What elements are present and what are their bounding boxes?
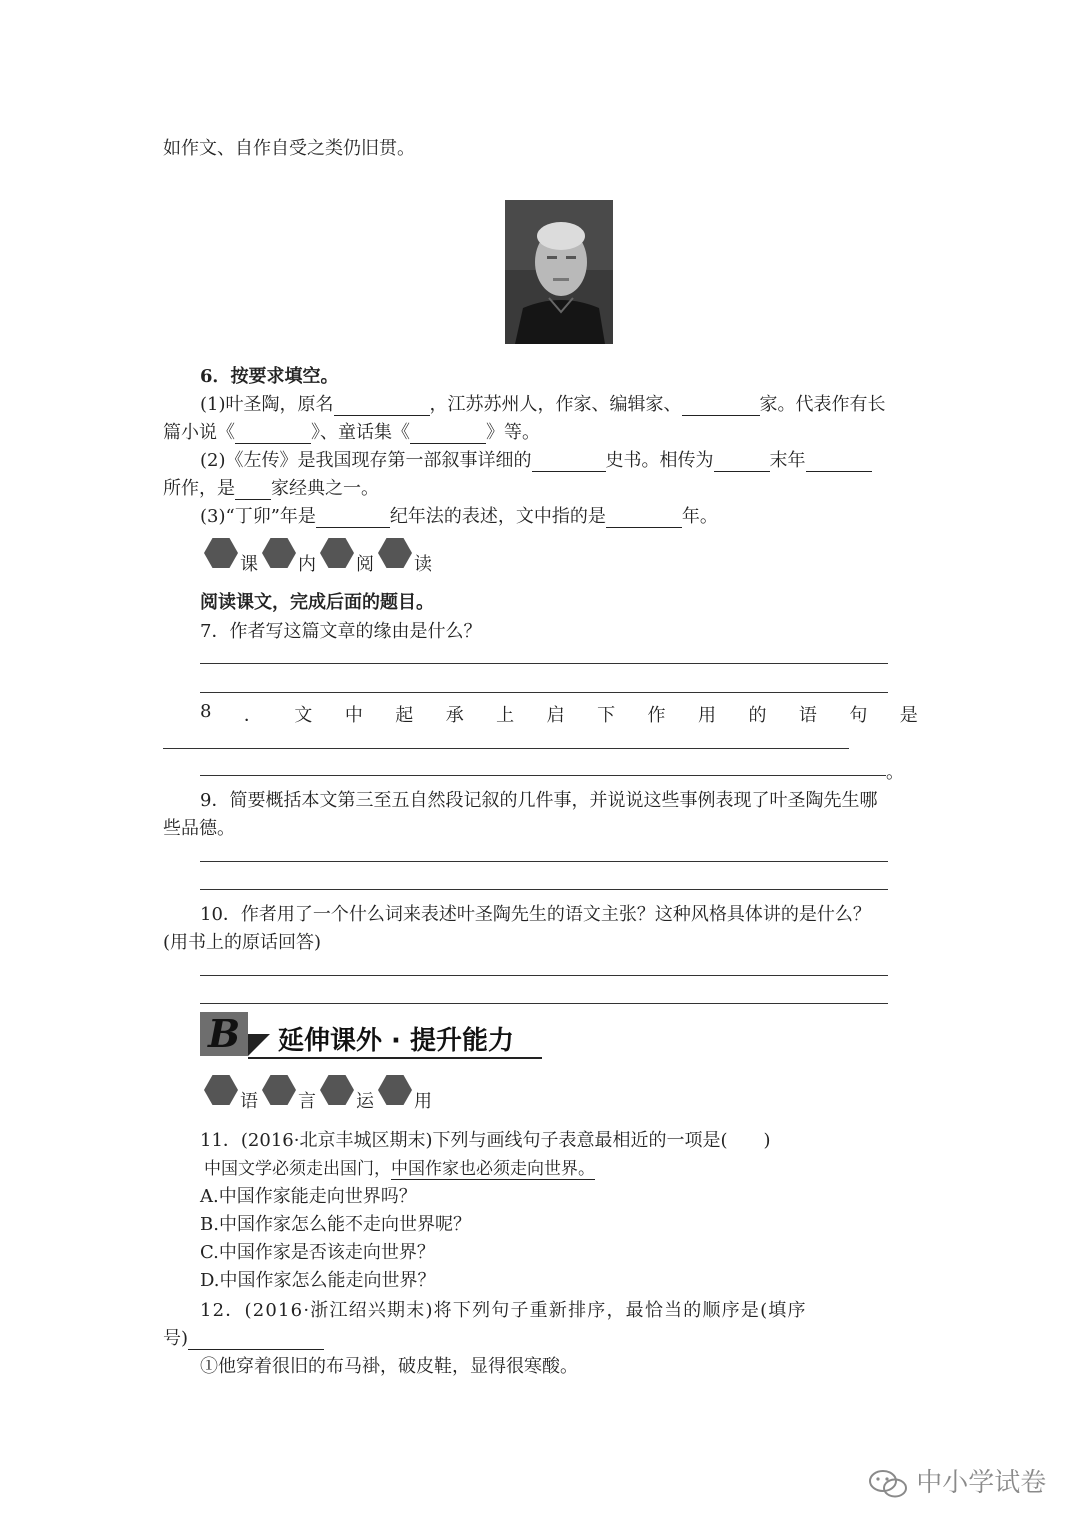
hex-icon [320,538,354,568]
blank-order[interactable] [188,1330,324,1350]
wechat-icon [868,1469,908,1499]
hex-icon [378,1075,412,1105]
q12-stem-line1: 12．(2016·浙江绍兴期末)将下列句子重新排序，最恰当的顺序是(填序 [200,1300,807,1321]
answer-line[interactable] [200,975,888,976]
q6-p1c: 家。代表作有长 [759,394,886,415]
hex-icon [262,538,296,568]
q8-char: ． [243,705,262,726]
q8 [200,701,918,727]
q11-quote [204,1154,595,1179]
q6-line2 [163,418,540,444]
blank-novel[interactable] [235,424,311,444]
blank-author[interactable] [806,452,872,472]
triangle-icon [248,1034,270,1056]
q11-stem: 11．(2016·北京丰城区期末)下列与画线句子表意最相近的一项是( ) [200,1130,771,1151]
q11-option-d[interactable]: D.中国作家怎么能走向世界？ [200,1270,436,1291]
q6-p2a: (2)《左传》是我国现存第一部叙事详细的 [200,450,532,471]
blank-original-name[interactable] [334,396,430,416]
q8-char: 上 [496,705,515,726]
section-char-4: 读 [414,554,432,575]
section-char-1: 课 [240,554,258,575]
q11-option-c[interactable]: C.中国作家是否该走向世界？ [200,1242,435,1263]
q12-item1: ①他穿着很旧的布马褂，破皮鞋，显得很寒酸。 [200,1356,578,1377]
blank-era[interactable] [714,452,770,472]
intro-line: 如作文、自作自受之类仍旧贯。 [163,138,415,159]
q8-char: 作 [647,705,666,726]
q8-char: 启 [546,705,565,726]
q8-char: 文 [294,705,313,726]
q8-char: 用 [697,705,716,726]
portrait-image [505,200,613,344]
blank-calendar[interactable] [316,508,390,528]
q6-p3a: (3)“丁卯”年是 [200,506,316,527]
q10-line2: (用书上的原话回答) [163,932,322,953]
q6-p2e: 家经典之一。 [271,478,379,499]
answer-line[interactable] [163,748,849,749]
blank-fairytale[interactable] [410,424,486,444]
watermark [868,1462,1046,1499]
q11-quote-underlined: 中国作家也必须走向世界。 [391,1159,595,1179]
q11-quote-a: 中国文学必须走出国门， [204,1159,391,1179]
q6-p2c: 末年 [769,450,806,471]
q8-char: 是 [899,705,918,726]
section-char-1: 语 [240,1091,258,1112]
portrait-photo [505,200,613,344]
q8-char: 句 [849,705,868,726]
q8-char: 下 [597,705,616,726]
answer-line[interactable] [200,663,888,664]
hex-icon [262,1075,296,1105]
q6-p1f: 》等。 [486,422,540,443]
q8-char: 语 [798,705,817,726]
q6-p3c: 年。 [681,506,718,527]
q11-option-a[interactable]: A.中国作家能走向世界吗？ [200,1186,417,1207]
answer-line[interactable] [200,861,888,862]
q6-p1a: (1)叶圣陶，原名 [200,394,334,415]
q8-end: 。 [886,762,904,783]
blank-profession[interactable] [682,396,760,416]
q10-line1: 10．作者用了一个什么词来表述叶圣陶先生的语文主张？这种风格具体讲的是什么？ [200,904,871,925]
section-char-2: 言 [298,1091,316,1112]
section-b-rule [248,1057,542,1059]
section-b-title: 延伸课外 · 提升能力 [278,1026,514,1056]
q6-title: 6．按要求填空。 [200,366,339,387]
hex-icon [378,538,412,568]
q6-line3 [200,446,872,472]
q9-line2: 些品德。 [163,818,235,839]
q8-char: 8 [200,701,212,722]
answer-line[interactable] [200,692,888,693]
section-char-4: 用 [414,1091,432,1112]
blank-history-type[interactable] [532,452,606,472]
q6-p2b: 史书。相传为 [605,450,714,471]
q11-option-b[interactable]: B.中国作家怎么能不走向世界呢？ [200,1214,471,1235]
q8-char: 的 [748,705,767,726]
section-b-banner [200,1012,542,1060]
hex-icon [204,538,238,568]
q12-stem-line2 [163,1324,324,1350]
section-heading-language [204,1075,444,1111]
hex-icon [320,1075,354,1105]
q8-char: 起 [395,705,414,726]
q6-line4 [163,474,379,500]
section-char-3: 运 [356,1091,374,1112]
q8-char: 承 [445,705,464,726]
q12-stem-b: 号) [163,1328,189,1349]
section-b-letter: B [200,1012,248,1056]
q6-p2d: 所作，是 [163,478,235,499]
q6-p1b: ，江苏苏州人，作家、编辑家、 [429,394,682,415]
q6-p1e: 》、童话集《 [311,422,410,443]
watermark-text: 中小学试卷 [916,1468,1047,1498]
hex-icon [204,1075,238,1105]
answer-line[interactable] [200,775,886,776]
answer-line[interactable] [200,889,888,890]
q6-p3b: 纪年法的表述，文中指的是 [389,506,606,527]
q6-p1d: 篇小说《 [163,422,235,443]
blank-school[interactable] [235,480,271,500]
q9-line1: 9．简要概括本文第三至五自然段记叙的几件事，并说说这些事例表现了叶圣陶先生哪 [200,790,878,811]
q6-line5 [200,502,718,528]
reading-instruction: 阅读课文，完成后面的题目。 [200,592,434,613]
q8-char: 中 [344,705,363,726]
answer-line[interactable] [200,1003,888,1004]
q7: 7．作者写这篇文章的缘由是什么？ [200,621,482,642]
section-heading-reading [204,538,444,574]
section-char-3: 阅 [356,554,374,575]
q6-line1 [200,390,886,416]
blank-year[interactable] [606,508,682,528]
section-char-2: 内 [298,554,316,575]
